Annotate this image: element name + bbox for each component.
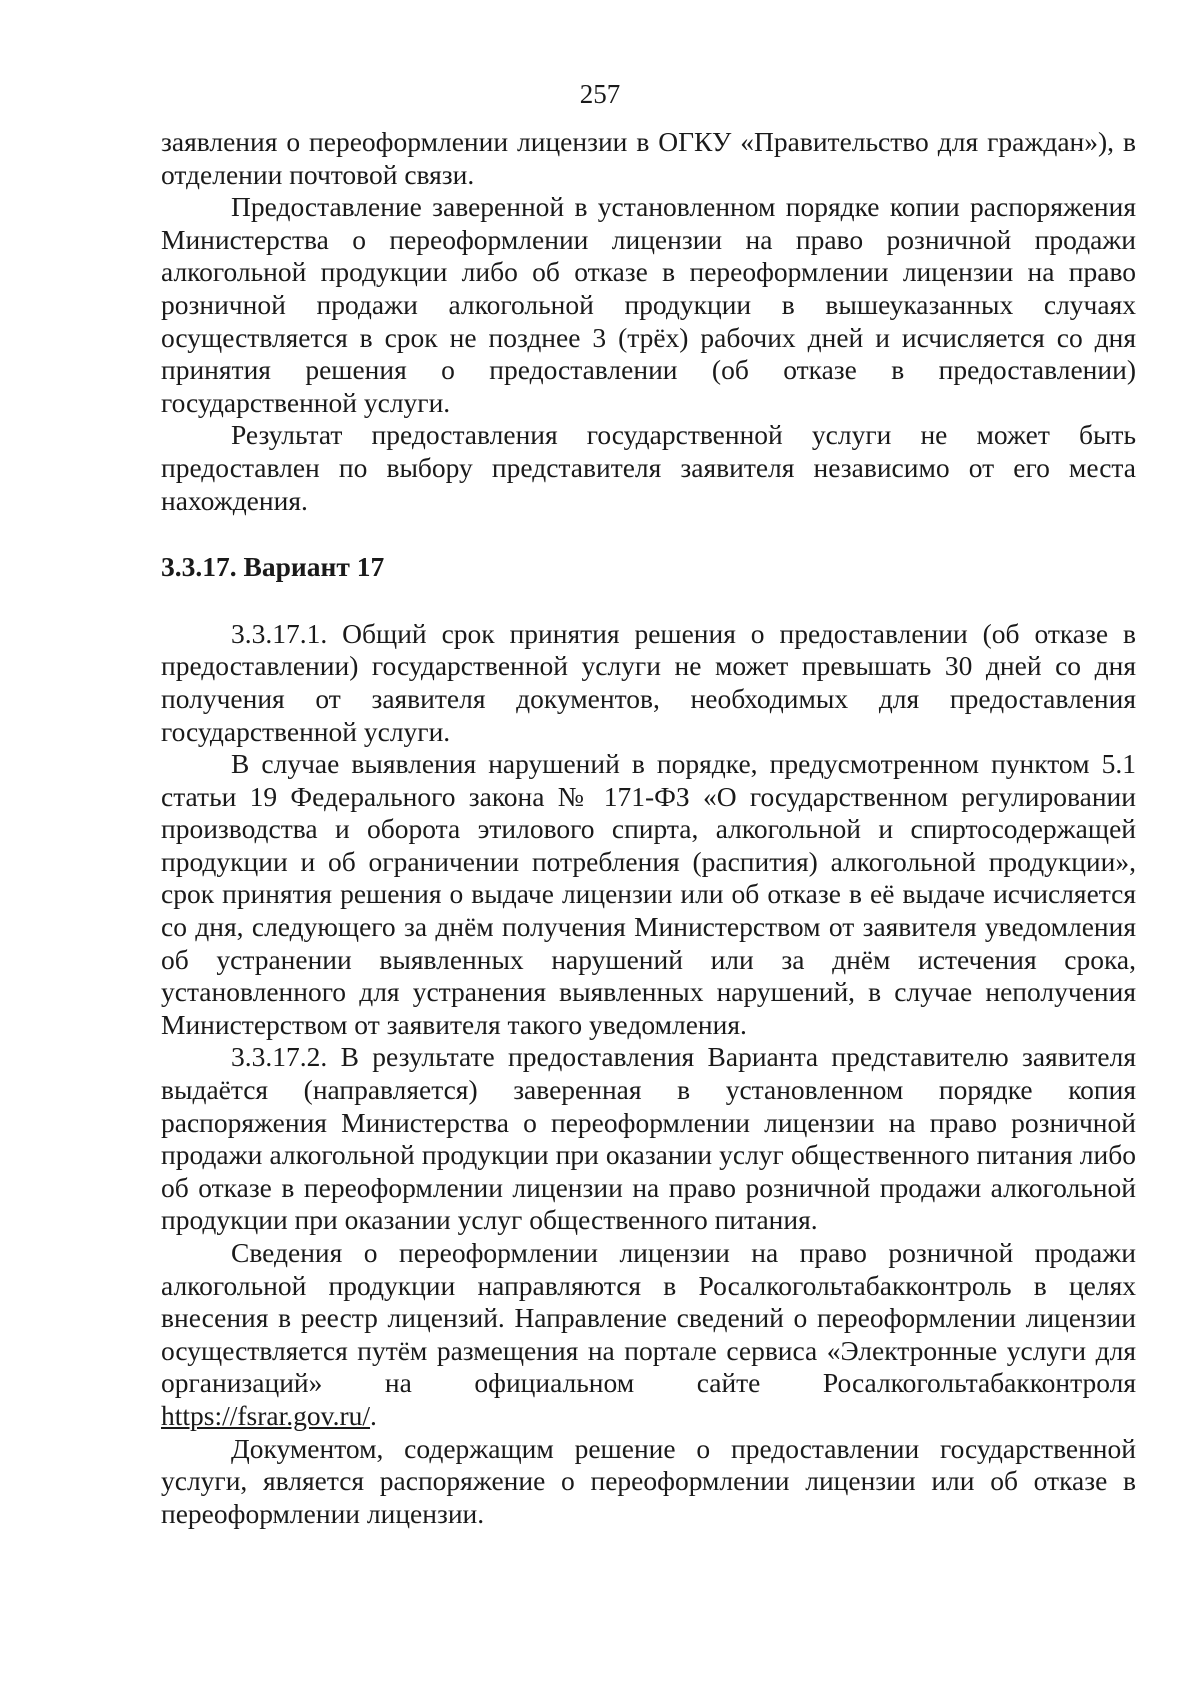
paragraph-result-location: Результат предоставления государственной услуги не может быть предоставлен по выбору представителя заявителя независимо от его места нахождения. bbox=[161, 419, 1136, 516]
paragraph-3-3-17-1: 3.3.17.1. Общий срок принятия решения о предоставлении (об отказе в предоставлении) государственной услуги не может превышать 30 дней со дня получения от заявителя документов, необходимых для предоставления государственной услуги. bbox=[161, 617, 1136, 747]
page-number: 257 bbox=[579, 79, 621, 109]
document-body bbox=[161, 126, 1136, 1530]
registry-info-suffix: . bbox=[370, 1399, 377, 1431]
section-heading: 3.3.17. Вариант 17 bbox=[161, 551, 385, 583]
paragraph-copy-provision: Предоставление заверенной в установленном порядке копии распоряжения Министерства о переоформлении лицензии на право розничной продажи алкогольной продукции либо об отказе в переоформлении лицензии на право розничной продажи алкогольной продукции в вышеуказанных случаях осуществляется в срок не позднее 3 (трёх) рабочих дней и исчисляется со дня принятия решения о предоставлении (об отказе в предоставлении) государственной услуги. bbox=[161, 191, 1136, 418]
paragraph-continuation: заявления о переоформлении лицензии в ОГКУ «Правительство для граждан»), в отделении почтовой связи. bbox=[161, 126, 1136, 190]
registry-info-text: Сведения о переоформлении лицензии на право розничной продажи алкогольной продукции направляются в Росалкогольтабакконтроль в целях внесения в реестр лицензий. Направление сведений о переоформлении лицензии осуществляется путём размещения на портале сервиса «Электронные услуги для организаций» на официальном сайте Росалкогольтабакконтроля bbox=[161, 1237, 1136, 1399]
fsrar-link[interactable]: https://fsrar.gov.ru/ bbox=[161, 1399, 371, 1431]
paragraph-decision-document: Документом, содержащим решение о предоставлении государственной услуги, является распоряжение о переоформлении лицензии или об отказе в переоформлении лицензии. bbox=[161, 1432, 1136, 1529]
paragraph-violations: В случае выявления нарушений в порядке, предусмотренном пунктом 5.1 статьи 19 Федерального закона № 171-ФЗ «О государственном регулировании производства и оборота этилового спирта, алкогольной и спиртосодержащей продукции и об ограничении потребления (распития) алкогольной продукции», срок принятия решения о выдаче лицензии или об отказе в её выдаче исчисляется со дня, следующего за днём получения Министерством от заявителя уведомления об устранении выявленных нарушений или за днём истечения срока, установленного для устранения выявленных нарушений, в случае неполучения Министерством от заявителя такого уведомления. bbox=[161, 748, 1136, 1040]
paragraph-registry-info bbox=[161, 1237, 1136, 1433]
paragraph-3-3-17-2: 3.3.17.2. В результате предоставления Варианта представителю заявителя выдаётся (направляется) заверенная в установленном порядке копия распоряжения Министерства о переоформлении лицензии на право розничной продажи алкогольной продукции при оказании услуг общественного питания либо об отказе в переоформлении лицензии на право розничной продажи алкогольной продукции при оказании услуг общественного питания. bbox=[161, 1041, 1136, 1236]
